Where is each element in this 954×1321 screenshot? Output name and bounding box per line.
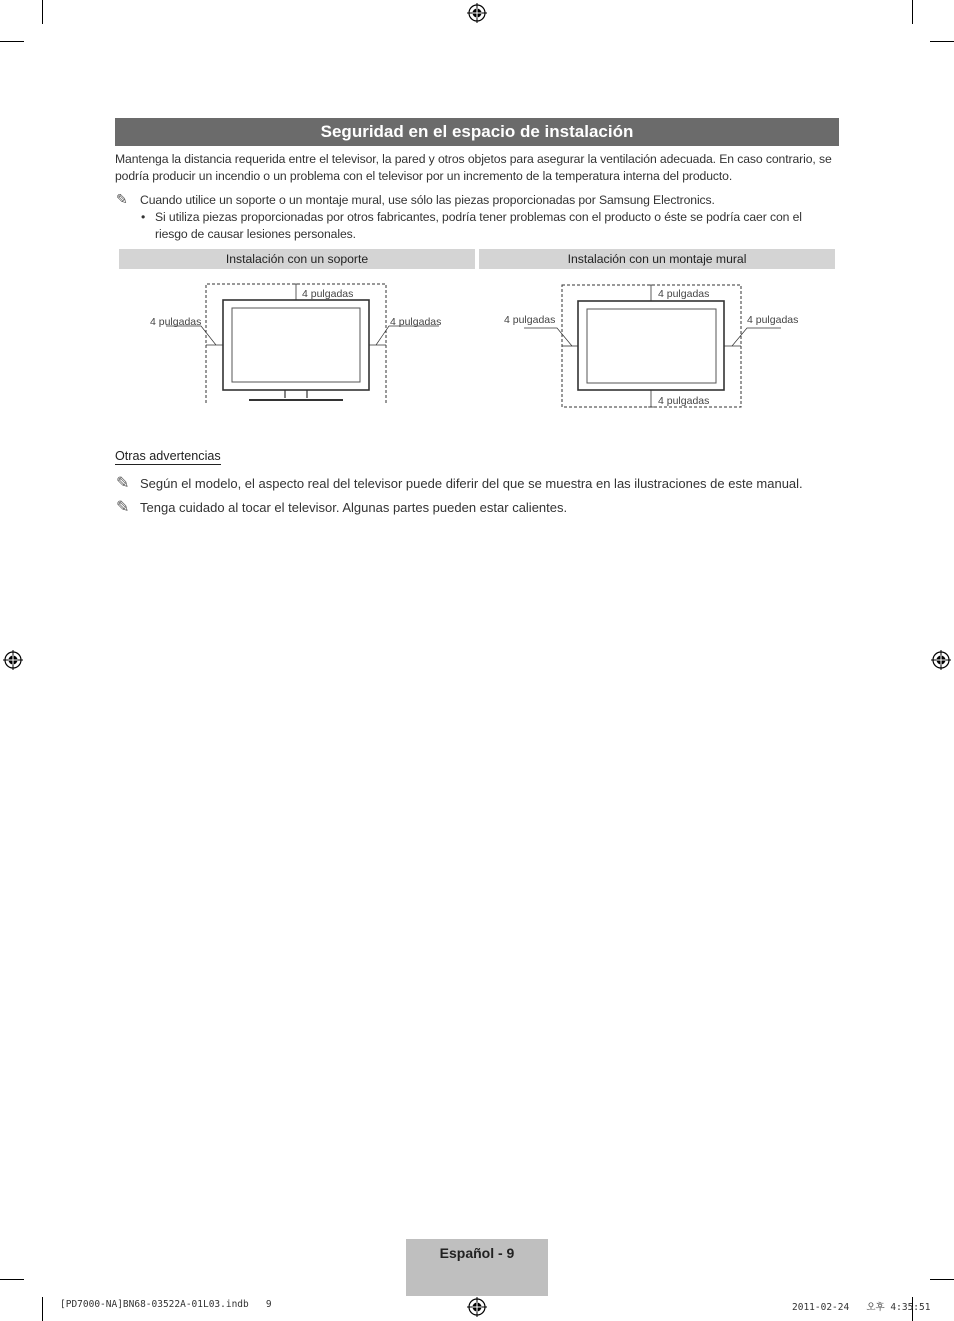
bullet-icon: • <box>141 210 146 224</box>
dimension-label: 4 pulgadas <box>302 288 354 300</box>
dimension-label: 4 pulgadas <box>747 314 799 326</box>
dimension-label: 4 pulgadas <box>658 288 710 300</box>
column-header-stand: Instalación con un soporte <box>119 249 475 269</box>
note-pencil-icon: ✎ <box>116 499 130 516</box>
crop-mark <box>930 41 954 42</box>
wall-mount-installation-diagram <box>479 272 835 412</box>
column-header-wall-mount: Instalación con un montaje mural <box>479 249 835 269</box>
registration-mark-icon <box>3 650 23 670</box>
intro-line: Mantenga la distancia requerida entre el televisor, la pared y otros objetos para asegurar la ventilación adecuada. En caso contrario, se <box>115 152 832 166</box>
print-slug-left: [PD7000-NA]BN68-03522A-01L03.indb 9 <box>60 1299 272 1310</box>
print-slug-right: 2011-02-24 오후 4:35:51 <box>792 1302 931 1313</box>
note-pencil-icon: ✎ <box>116 191 128 207</box>
registration-mark-icon <box>467 1297 487 1317</box>
crop-mark <box>0 1279 24 1280</box>
page-title: Seguridad en el espacio de instalación <box>115 118 839 146</box>
bullet-line: Si utiliza piezas proporcionadas por otros fabricantes, podría tener problemas con el producto o éste se podría caer con el <box>155 210 802 224</box>
registration-mark-icon <box>467 3 487 23</box>
note-text: Cuando utilice un soporte o un montaje mural, use sólo las piezas proporcionadas por Samsung Electronics. <box>140 193 715 207</box>
bullet-line: riesgo de causar lesiones personales. <box>155 227 356 241</box>
note-text: Según el modelo, el aspecto real del televisor puede diferir del que se muestra en las ilustraciones de este manual. <box>140 476 803 491</box>
dimension-label: 4 pulgadas <box>390 316 442 328</box>
dimension-label: 4 pulgadas <box>150 316 202 328</box>
crop-mark <box>42 1297 43 1321</box>
section-heading: Otras advertencias <box>115 449 221 463</box>
stand-installation-diagram <box>119 272 475 412</box>
crop-mark <box>42 0 43 24</box>
note-pencil-icon: ✎ <box>116 475 130 492</box>
dimension-label: 4 pulgadas <box>504 314 556 326</box>
intro-line: podría producir un incendio o un problema con el televisor por un incremento de la temperatura interna del producto. <box>115 169 733 183</box>
dimension-label: 4 pulgadas <box>658 395 710 407</box>
crop-mark <box>930 1279 954 1280</box>
note-text: Tenga cuidado al tocar el televisor. Algunas partes pueden estar calientes. <box>140 500 568 515</box>
crop-mark <box>912 0 913 24</box>
crop-mark <box>0 41 24 42</box>
registration-mark-icon <box>931 650 951 670</box>
page-number-label: Español - 9 <box>439 1245 515 1261</box>
